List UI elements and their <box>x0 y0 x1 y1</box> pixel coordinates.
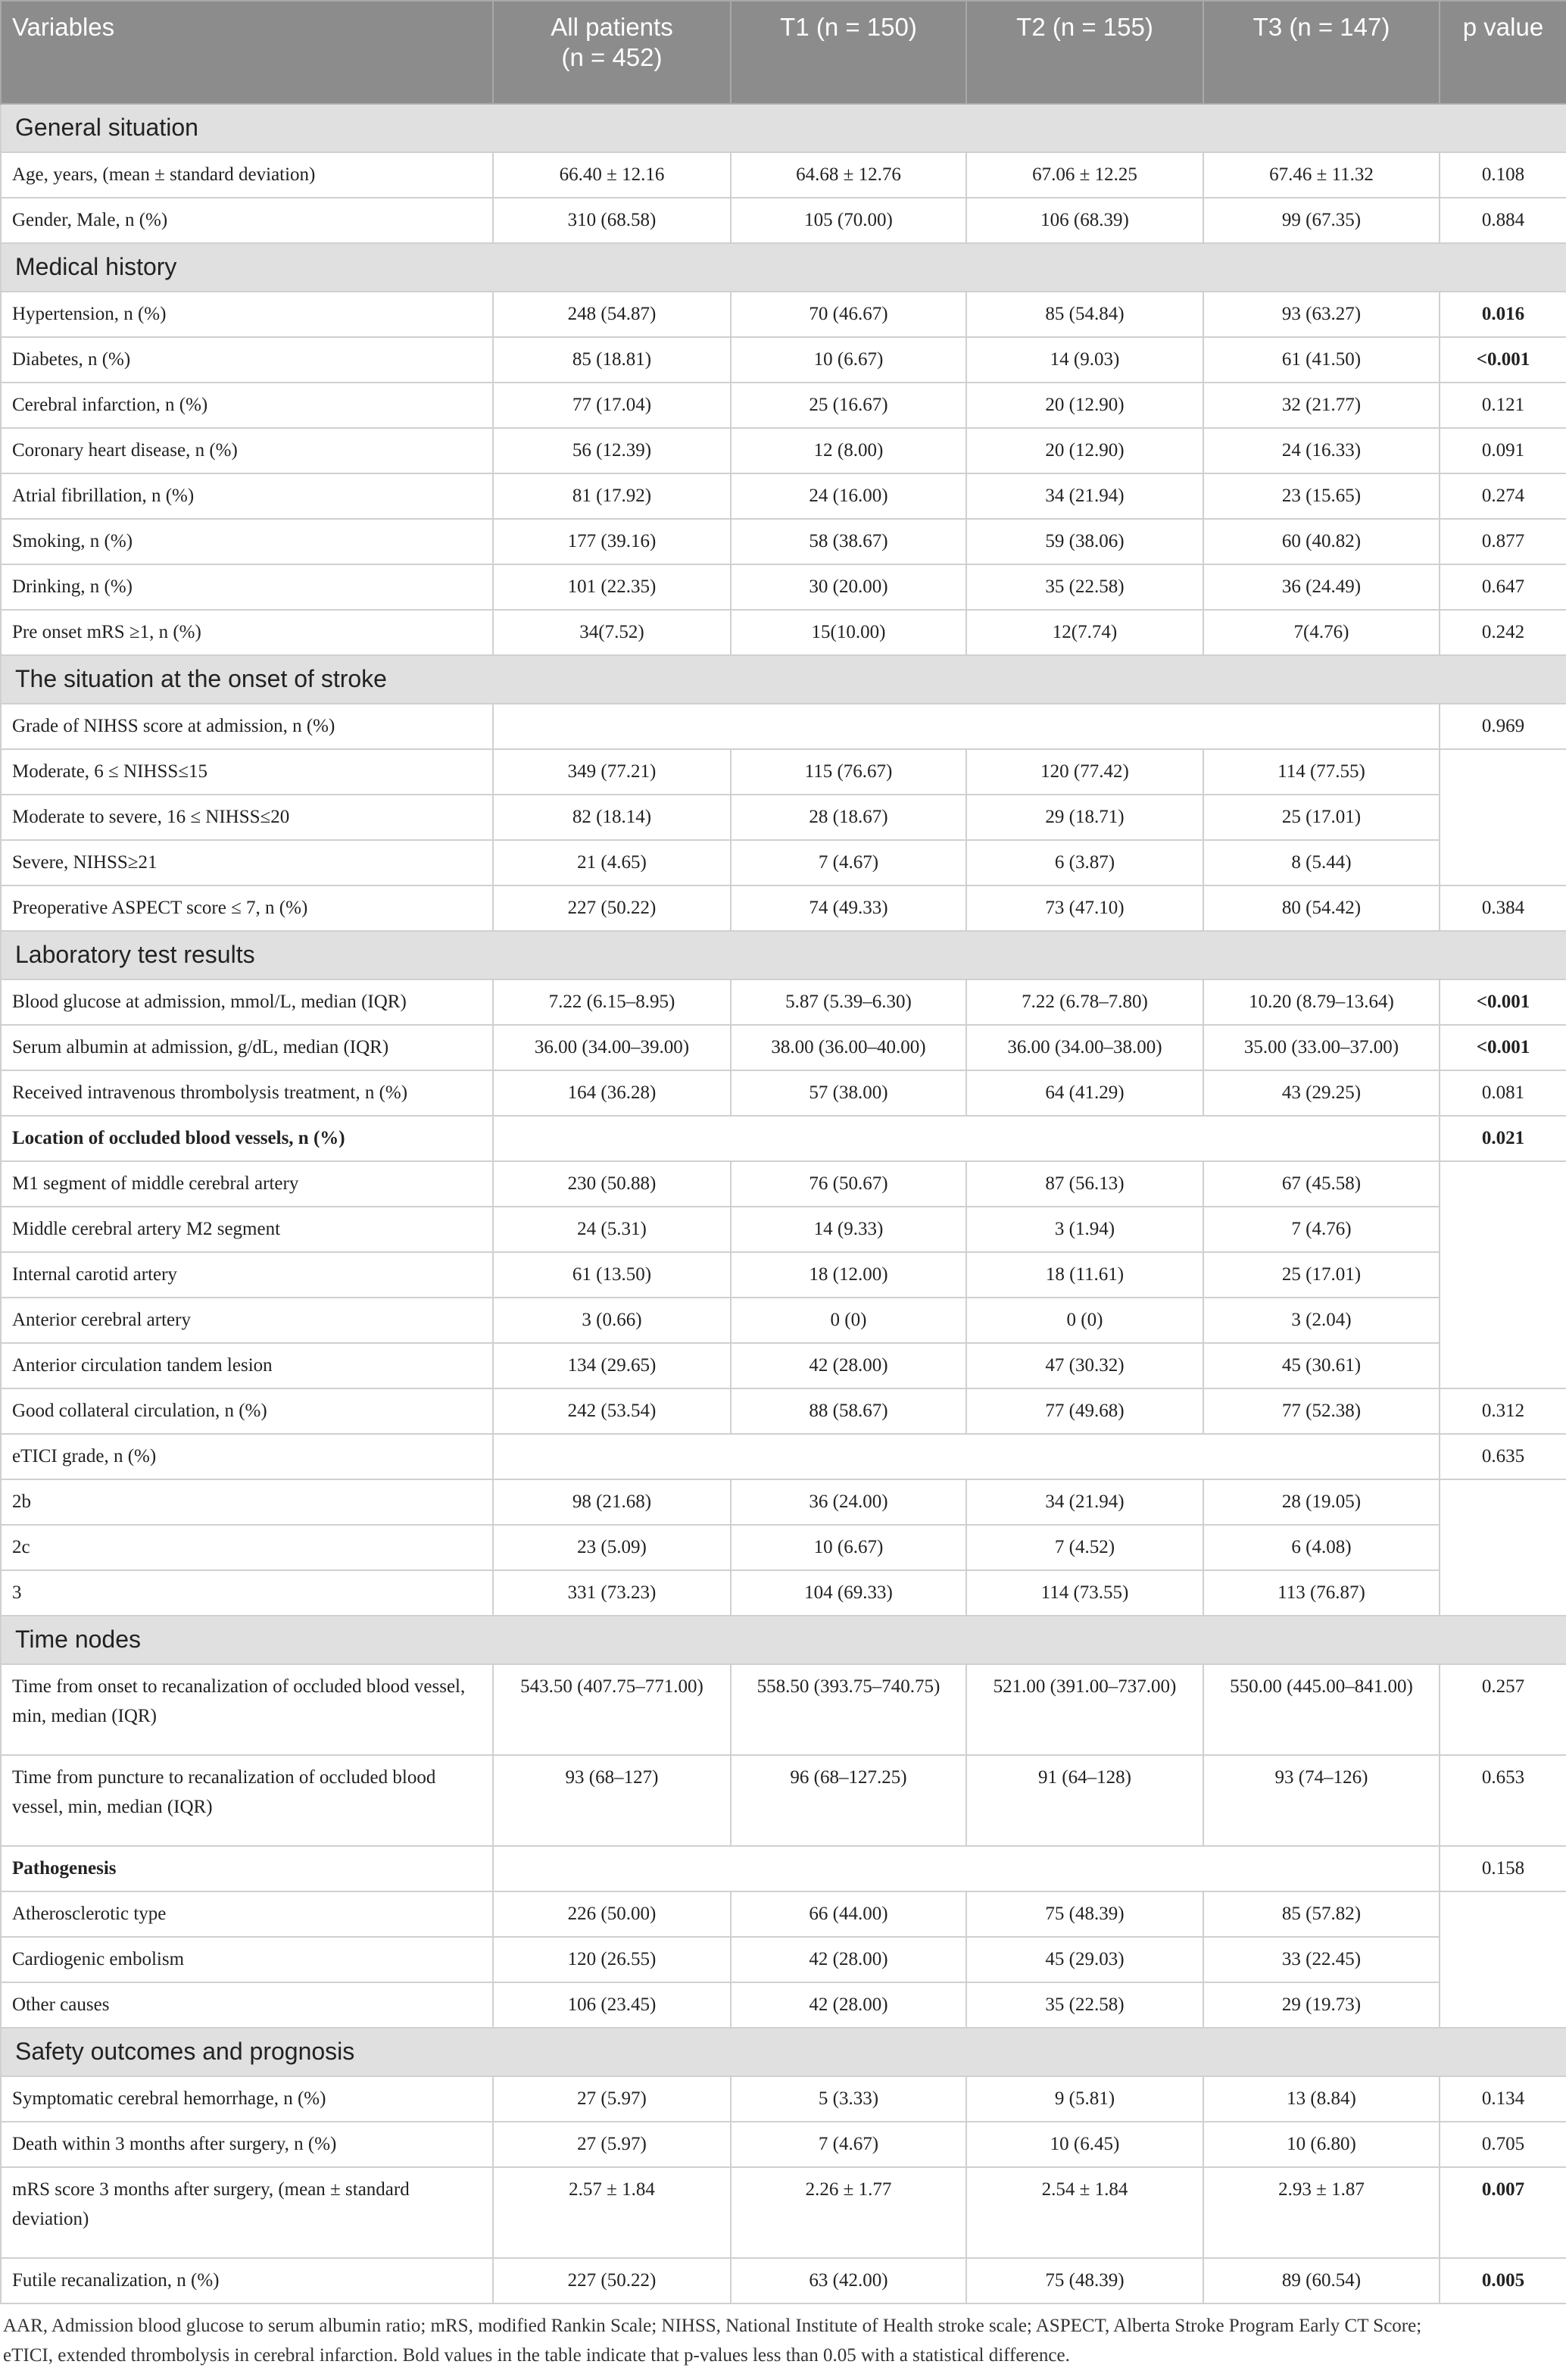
t1-cell: 10 (6.67) <box>731 337 966 383</box>
t2-cell: 106 (68.39) <box>966 198 1203 243</box>
p-cell: <0.001 <box>1440 337 1566 383</box>
all-cell: 21 (4.65) <box>493 840 731 885</box>
t1-cell: 2.26 ± 1.77 <box>731 2167 966 2258</box>
all-cell: 85 (18.81) <box>493 337 731 383</box>
t2-cell: 36.00 (34.00–38.00) <box>966 1025 1203 1070</box>
t2-cell: 2.54 ± 1.84 <box>966 2167 1203 2258</box>
all-cell: 24 (5.31) <box>493 1207 731 1252</box>
table-row <box>1 198 1566 243</box>
variable-cell: Pre onset mRS ≥1, n (%) <box>1 610 493 655</box>
p-cell: 0.274 <box>1440 473 1566 519</box>
variable-cell: Good collateral circulation, n (%) <box>1 1388 493 1434</box>
p-merged-cell <box>1440 1891 1566 2028</box>
t3-cell: 77 (52.38) <box>1203 1388 1440 1434</box>
table-row <box>1 1937 1566 1982</box>
section-row <box>1 2028 1566 2076</box>
all-cell: 61 (13.50) <box>493 1252 731 1298</box>
header-t3: T3 (n = 147) <box>1203 1 1440 104</box>
variable-cell: 2c <box>1 1525 493 1570</box>
variable-cell: Severe, NIHSS≥21 <box>1 840 493 885</box>
p-cell: 0.635 <box>1440 1434 1566 1479</box>
t1-cell: 28 (18.67) <box>731 795 966 840</box>
table-row <box>1 749 1566 795</box>
variable-cell: Symptomatic cerebral hemorrhage, n (%) <box>1 2076 493 2122</box>
t1-cell: 30 (20.00) <box>731 564 966 610</box>
t2-cell: 20 (12.90) <box>966 383 1203 428</box>
t1-cell: 12 (8.00) <box>731 428 966 473</box>
t3-cell: 85 (57.82) <box>1203 1891 1440 1937</box>
table-row <box>1 2076 1566 2122</box>
table-row <box>1 473 1566 519</box>
table-row <box>1 1161 1566 1207</box>
p-merged-cell <box>1440 749 1566 885</box>
variable-cell: Middle cerebral artery M2 segment <box>1 1207 493 1252</box>
p-merged-cell <box>1440 1161 1566 1388</box>
t3-cell: 13 (8.84) <box>1203 2076 1440 2122</box>
t1-cell: 24 (16.00) <box>731 473 966 519</box>
t3-cell: 113 (76.87) <box>1203 1570 1440 1616</box>
table-row <box>1 1388 1566 1434</box>
section-title: Safety outcomes and prognosis <box>1 2028 1566 2076</box>
variable-cell: Gender, Male, n (%) <box>1 198 493 243</box>
all-cell: 56 (12.39) <box>493 428 731 473</box>
all-cell: 101 (22.35) <box>493 564 731 610</box>
table-row <box>1 1070 1566 1116</box>
variable-cell: Moderate, 6 ≤ NIHSS≤15 <box>1 749 493 795</box>
t3-cell: 25 (17.01) <box>1203 1252 1440 1298</box>
header-all-label: All patients <box>551 13 673 41</box>
all-cell: 81 (17.92) <box>493 473 731 519</box>
table-row <box>1 337 1566 383</box>
t2-cell: 87 (56.13) <box>966 1161 1203 1207</box>
variable-cell: Anterior cerebral artery <box>1 1298 493 1343</box>
t1-cell: 70 (46.67) <box>731 292 966 337</box>
variable-cell: Grade of NIHSS score at admission, n (%) <box>1 704 493 749</box>
footnote-line: AAR, Admission blood glucose to serum albumin ratio; mRS, modified Rankin Scale; NIHSS, National Institute of Health stroke scale; ASPECT, Alberta Stroke Program Early CT Score; <box>3 2316 1422 2336</box>
variable-cell: Time from onset to recanalization of occluded blood vessel, min, median (IQR) <box>1 1664 493 1755</box>
table-row <box>1 1891 1566 1937</box>
p-cell: 0.091 <box>1440 428 1566 473</box>
all-cell: 3 (0.66) <box>493 1298 731 1343</box>
t1-cell: 36 (24.00) <box>731 1479 966 1525</box>
t1-cell: 5 (3.33) <box>731 2076 966 2122</box>
header-all-patients <box>493 1 731 104</box>
header-all-n: (n = 452) <box>561 42 663 71</box>
p-cell: 0.005 <box>1440 2258 1566 2303</box>
all-cell: 227 (50.22) <box>493 2258 731 2303</box>
variable-cell: Diabetes, n (%) <box>1 337 493 383</box>
all-cell: 543.50 (407.75–771.00) <box>493 1664 731 1755</box>
section-row <box>1 1616 1566 1664</box>
t1-cell: 14 (9.33) <box>731 1207 966 1252</box>
variable-cell: Death within 3 months after surgery, n (%) <box>1 2122 493 2167</box>
t2-cell: 67.06 ± 12.25 <box>966 152 1203 198</box>
t2-cell: 75 (48.39) <box>966 1891 1203 1937</box>
t2-cell: 34 (21.94) <box>966 473 1203 519</box>
t1-cell: 558.50 (393.75–740.75) <box>731 1664 966 1755</box>
header-t1: T1 (n = 150) <box>731 1 966 104</box>
all-cell: 27 (5.97) <box>493 2122 731 2167</box>
variable-cell: Received intravenous thrombolysis treatment, n (%) <box>1 1070 493 1116</box>
t1-cell: 63 (42.00) <box>731 2258 966 2303</box>
table-row <box>1 1846 1566 1891</box>
table-row <box>1 795 1566 840</box>
t3-cell: 6 (4.08) <box>1203 1525 1440 1570</box>
p-cell: 0.705 <box>1440 2122 1566 2167</box>
variable-cell: Coronary heart disease, n (%) <box>1 428 493 473</box>
variable-cell: Blood glucose at admission, mmol/L, median (IQR) <box>1 979 493 1025</box>
all-cell: 36.00 (34.00–39.00) <box>493 1025 731 1070</box>
p-cell: <0.001 <box>1440 1025 1566 1070</box>
t1-cell: 25 (16.67) <box>731 383 966 428</box>
t1-cell: 18 (12.00) <box>731 1252 966 1298</box>
t2-cell: 20 (12.90) <box>966 428 1203 473</box>
empty-span-cell <box>493 704 1440 749</box>
p-cell: 0.653 <box>1440 1755 1566 1846</box>
header-variables: Variables <box>1 1 493 104</box>
t3-cell: 24 (16.33) <box>1203 428 1440 473</box>
t1-cell: 104 (69.33) <box>731 1570 966 1616</box>
t3-cell: 23 (15.65) <box>1203 473 1440 519</box>
p-merged-cell <box>1440 1479 1566 1616</box>
t1-cell: 74 (49.33) <box>731 885 966 931</box>
t2-cell: 12(7.74) <box>966 610 1203 655</box>
t3-cell: 36 (24.49) <box>1203 564 1440 610</box>
t1-cell: 42 (28.00) <box>731 1982 966 2028</box>
p-cell: 0.016 <box>1440 292 1566 337</box>
variable-cell: Moderate to severe, 16 ≤ NIHSS≤20 <box>1 795 493 840</box>
t1-cell: 5.87 (5.39–6.30) <box>731 979 966 1025</box>
table-row <box>1 1025 1566 1070</box>
variable-cell: Preoperative ASPECT score ≤ 7, n (%) <box>1 885 493 931</box>
p-cell: 0.384 <box>1440 885 1566 931</box>
t3-cell: 80 (54.42) <box>1203 885 1440 931</box>
t3-cell: 2.93 ± 1.87 <box>1203 2167 1440 2258</box>
all-cell: 66.40 ± 12.16 <box>493 152 731 198</box>
all-cell: 106 (23.45) <box>493 1982 731 2028</box>
all-cell: 77 (17.04) <box>493 383 731 428</box>
all-cell: 349 (77.21) <box>493 749 731 795</box>
table-row <box>1 1755 1566 1846</box>
t3-cell: 93 (74–126) <box>1203 1755 1440 1846</box>
p-cell: 0.134 <box>1440 2076 1566 2122</box>
all-cell: 164 (36.28) <box>493 1070 731 1116</box>
table-row <box>1 1434 1566 1479</box>
t2-cell: 14 (9.03) <box>966 337 1203 383</box>
t1-cell: 10 (6.67) <box>731 1525 966 1570</box>
t3-cell: 550.00 (445.00–841.00) <box>1203 1664 1440 1755</box>
table-row <box>1 1664 1566 1755</box>
variable-cell: Atherosclerotic type <box>1 1891 493 1937</box>
t1-cell: 7 (4.67) <box>731 840 966 885</box>
all-cell: 177 (39.16) <box>493 519 731 564</box>
t3-cell: 8 (5.44) <box>1203 840 1440 885</box>
table-row <box>1 1570 1566 1616</box>
t1-cell: 57 (38.00) <box>731 1070 966 1116</box>
all-cell: 23 (5.09) <box>493 1525 731 1570</box>
all-cell: 227 (50.22) <box>493 885 731 931</box>
table-row <box>1 840 1566 885</box>
t1-cell: 58 (38.67) <box>731 519 966 564</box>
table-row <box>1 885 1566 931</box>
t2-cell: 91 (64–128) <box>966 1755 1203 1846</box>
section-title: The situation at the onset of stroke <box>1 655 1566 704</box>
t1-cell: 96 (68–127.25) <box>731 1755 966 1846</box>
t1-cell: 7 (4.67) <box>731 2122 966 2167</box>
all-cell: 120 (26.55) <box>493 1937 731 1982</box>
variable-cell: M1 segment of middle cerebral artery <box>1 1161 493 1207</box>
section-row <box>1 243 1566 292</box>
t2-cell: 47 (30.32) <box>966 1343 1203 1388</box>
t2-cell: 0 (0) <box>966 1298 1203 1343</box>
section-title: Medical history <box>1 243 1566 292</box>
t3-cell: 67 (45.58) <box>1203 1161 1440 1207</box>
t1-cell: 76 (50.67) <box>731 1161 966 1207</box>
all-cell: 82 (18.14) <box>493 795 731 840</box>
t1-cell: 115 (76.67) <box>731 749 966 795</box>
t2-cell: 7.22 (6.78–7.80) <box>966 979 1203 1025</box>
t2-cell: 10 (6.45) <box>966 2122 1203 2167</box>
t2-cell: 73 (47.10) <box>966 885 1203 931</box>
variable-cell: Location of occluded blood vessels, n (%) <box>1 1116 493 1161</box>
t2-cell: 6 (3.87) <box>966 840 1203 885</box>
p-cell: 0.884 <box>1440 198 1566 243</box>
t3-cell: 114 (77.55) <box>1203 749 1440 795</box>
t2-cell: 3 (1.94) <box>966 1207 1203 1252</box>
p-cell: 0.969 <box>1440 704 1566 749</box>
section-row <box>1 931 1566 979</box>
t2-cell: 120 (77.42) <box>966 749 1203 795</box>
p-cell: 0.007 <box>1440 2167 1566 2258</box>
all-cell: 242 (53.54) <box>493 1388 731 1434</box>
table-row <box>1 152 1566 198</box>
t1-cell: 15(10.00) <box>731 610 966 655</box>
t3-cell: 10 (6.80) <box>1203 2122 1440 2167</box>
variable-cell: Cerebral infarction, n (%) <box>1 383 493 428</box>
t3-cell: 7 (4.76) <box>1203 1207 1440 1252</box>
variable-cell: mRS score 3 months after surgery, (mean ± standard deviation) <box>1 2167 493 2258</box>
table-row <box>1 564 1566 610</box>
table-row <box>1 1116 1566 1161</box>
p-cell: 0.158 <box>1440 1846 1566 1891</box>
t2-cell: 45 (29.03) <box>966 1937 1203 1982</box>
variable-cell: Smoking, n (%) <box>1 519 493 564</box>
t3-cell: 35.00 (33.00–37.00) <box>1203 1025 1440 1070</box>
t2-cell: 9 (5.81) <box>966 2076 1203 2122</box>
t3-cell: 3 (2.04) <box>1203 1298 1440 1343</box>
t2-cell: 114 (73.55) <box>966 1570 1203 1616</box>
variable-cell: Hypertension, n (%) <box>1 292 493 337</box>
all-cell: 7.22 (6.15–8.95) <box>493 979 731 1025</box>
footnote-line: eTICI, extended thrombolysis in cerebral infarction. Bold values in the table indicate that p-values less than 0.05 with a statistical difference. <box>3 2344 1070 2366</box>
variable-cell: Anterior circulation tandem lesion <box>1 1343 493 1388</box>
all-cell: 230 (50.88) <box>493 1161 731 1207</box>
header-t2: T2 (n = 155) <box>966 1 1203 104</box>
t2-cell: 35 (22.58) <box>966 564 1203 610</box>
all-cell: 310 (68.58) <box>493 198 731 243</box>
table-row <box>1 2258 1566 2303</box>
t3-cell: 45 (30.61) <box>1203 1343 1440 1388</box>
p-cell: 0.877 <box>1440 519 1566 564</box>
t2-cell: 29 (18.71) <box>966 795 1203 840</box>
all-cell: 98 (21.68) <box>493 1479 731 1525</box>
table-row <box>1 519 1566 564</box>
variable-cell: 2b <box>1 1479 493 1525</box>
section-row <box>1 104 1566 152</box>
p-cell: 0.242 <box>1440 610 1566 655</box>
table-row <box>1 1207 1566 1252</box>
t3-cell: 33 (22.45) <box>1203 1937 1440 1982</box>
section-row <box>1 655 1566 704</box>
t2-cell: 34 (21.94) <box>966 1479 1203 1525</box>
t1-cell: 105 (70.00) <box>731 198 966 243</box>
table-row <box>1 1343 1566 1388</box>
table-footnote <box>0 2312 1566 2371</box>
table-row <box>1 1525 1566 1570</box>
p-cell: <0.001 <box>1440 979 1566 1025</box>
t1-cell: 0 (0) <box>731 1298 966 1343</box>
table-row <box>1 292 1566 337</box>
t3-cell: 43 (29.25) <box>1203 1070 1440 1116</box>
t2-cell: 85 (54.84) <box>966 292 1203 337</box>
t1-cell: 88 (58.67) <box>731 1388 966 1434</box>
t3-cell: 25 (17.01) <box>1203 795 1440 840</box>
section-title: Time nodes <box>1 1616 1566 1664</box>
t3-cell: 61 (41.50) <box>1203 337 1440 383</box>
t3-cell: 28 (19.05) <box>1203 1479 1440 1525</box>
empty-span-cell <box>493 1434 1440 1479</box>
t1-cell: 38.00 (36.00–40.00) <box>731 1025 966 1070</box>
t1-cell: 64.68 ± 12.76 <box>731 152 966 198</box>
section-title: General situation <box>1 104 1566 152</box>
all-cell: 2.57 ± 1.84 <box>493 2167 731 2258</box>
empty-span-cell <box>493 1846 1440 1891</box>
variable-cell: Other causes <box>1 1982 493 2028</box>
t1-cell: 42 (28.00) <box>731 1937 966 1982</box>
t2-cell: 75 (48.39) <box>966 2258 1203 2303</box>
table-row <box>1 704 1566 749</box>
header-row <box>1 1 1566 104</box>
section-title: Laboratory test results <box>1 931 1566 979</box>
t2-cell: 521.00 (391.00–737.00) <box>966 1664 1203 1755</box>
table-row <box>1 2122 1566 2167</box>
t3-cell: 60 (40.82) <box>1203 519 1440 564</box>
p-cell: 0.647 <box>1440 564 1566 610</box>
t1-cell: 42 (28.00) <box>731 1343 966 1388</box>
table-row <box>1 1252 1566 1298</box>
table-row <box>1 1479 1566 1525</box>
t3-cell: 99 (67.35) <box>1203 198 1440 243</box>
variable-cell: Serum albumin at admission, g/dL, median (IQR) <box>1 1025 493 1070</box>
variable-cell: Cardiogenic embolism <box>1 1937 493 1982</box>
t2-cell: 77 (49.68) <box>966 1388 1203 1434</box>
variable-cell: Pathogenesis <box>1 1846 493 1891</box>
t3-cell: 89 (60.54) <box>1203 2258 1440 2303</box>
table-row <box>1 383 1566 428</box>
variable-cell: Atrial fibrillation, n (%) <box>1 473 493 519</box>
p-cell: 0.108 <box>1440 152 1566 198</box>
t3-cell: 32 (21.77) <box>1203 383 1440 428</box>
t3-cell: 7(4.76) <box>1203 610 1440 655</box>
t2-cell: 35 (22.58) <box>966 1982 1203 2028</box>
table-row <box>1 1982 1566 2028</box>
table-row <box>1 979 1566 1025</box>
all-cell: 34(7.52) <box>493 610 731 655</box>
header-p-value: p value <box>1440 1 1566 104</box>
all-cell: 27 (5.97) <box>493 2076 731 2122</box>
variable-cell: 3 <box>1 1570 493 1616</box>
t3-cell: 67.46 ± 11.32 <box>1203 152 1440 198</box>
t2-cell: 18 (11.61) <box>966 1252 1203 1298</box>
t3-cell: 93 (63.27) <box>1203 292 1440 337</box>
p-cell: 0.257 <box>1440 1664 1566 1755</box>
all-cell: 93 (68–127) <box>493 1755 731 1846</box>
table-row <box>1 2167 1566 2258</box>
p-cell: 0.121 <box>1440 383 1566 428</box>
t1-cell: 66 (44.00) <box>731 1891 966 1937</box>
variable-cell: Internal carotid artery <box>1 1252 493 1298</box>
table-row <box>1 610 1566 655</box>
t3-cell: 29 (19.73) <box>1203 1982 1440 2028</box>
t2-cell: 64 (41.29) <box>966 1070 1203 1116</box>
variable-cell: Age, years, (mean ± standard deviation) <box>1 152 493 198</box>
t2-cell: 7 (4.52) <box>966 1525 1203 1570</box>
variable-cell: eTICI grade, n (%) <box>1 1434 493 1479</box>
all-cell: 134 (29.65) <box>493 1343 731 1388</box>
variable-cell: Futile recanalization, n (%) <box>1 2258 493 2303</box>
table-row <box>1 1298 1566 1343</box>
p-cell: 0.312 <box>1440 1388 1566 1434</box>
t2-cell: 59 (38.06) <box>966 519 1203 564</box>
all-cell: 331 (73.23) <box>493 1570 731 1616</box>
variable-cell: Time from puncture to recanalization of occluded blood vessel, min, median (IQR) <box>1 1755 493 1846</box>
empty-span-cell <box>493 1116 1440 1161</box>
variable-cell: Drinking, n (%) <box>1 564 493 610</box>
all-cell: 226 (50.00) <box>493 1891 731 1937</box>
p-cell: 0.081 <box>1440 1070 1566 1116</box>
table-row <box>1 428 1566 473</box>
t3-cell: 10.20 (8.79–13.64) <box>1203 979 1440 1025</box>
all-cell: 248 (54.87) <box>493 292 731 337</box>
p-cell: 0.021 <box>1440 1116 1566 1161</box>
